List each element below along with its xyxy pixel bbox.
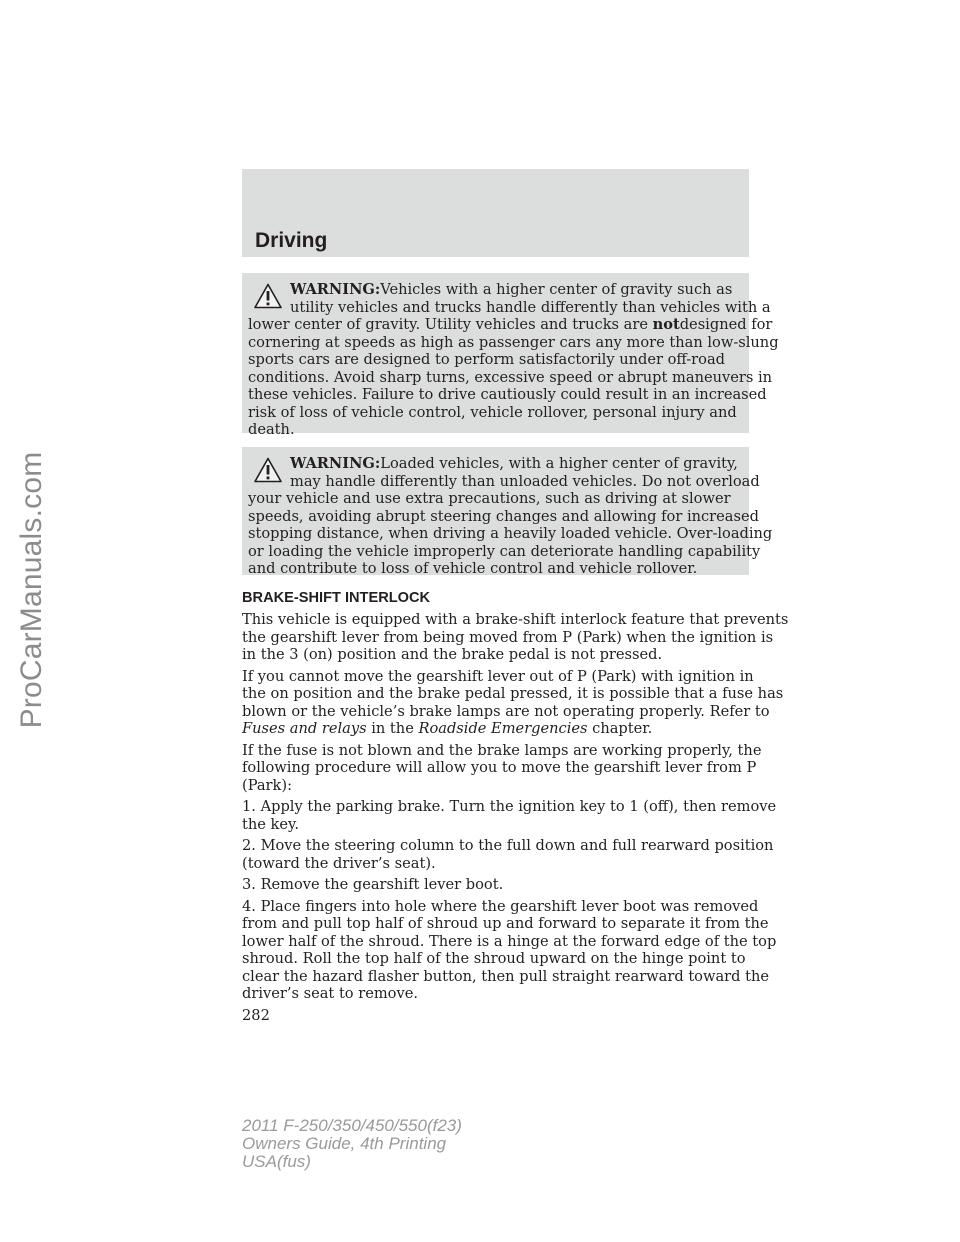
warning-triangle-icon	[254, 457, 282, 483]
warning-line: conditions. Avoid sharp turns, excessive speed or abrupt maneuvers in	[248, 368, 773, 386]
warning-line: your vehicle and use extra precautions, such as driving at slower	[248, 490, 731, 507]
footer-model-line: 2011 F-250/350/450/550(f23)	[242, 1116, 462, 1135]
warning-line: WARNING:Vehicles with a higher center of gravity such as	[290, 281, 733, 298]
warning-label: WARNING:	[290, 281, 381, 298]
document-footer	[242, 1117, 462, 1171]
paragraph-intro: This vehicle is equipped with a brake-shift interlock feature that prevents the gearshift lever from being moved from P (Park) when the ignition is in the 3 (on) position and the brake pedal is not pressed.	[242, 611, 789, 663]
warning-line: or loading the vehicle improperly can deteriorate handling capability	[248, 542, 761, 560]
watermark-text: ProCarManuals.com	[15, 451, 48, 729]
warning-line: these vehicles. Failure to drive cautiously could result in an increased	[248, 386, 767, 403]
step-1: 1. Apply the parking brake. Turn the ignition key to 1 (off), then remove the key.	[242, 798, 777, 833]
footer-market-line: USA(fus)	[242, 1152, 311, 1171]
main-text	[242, 589, 789, 1024]
reference-roadside-emergencies: Roadside Emergencies	[418, 720, 588, 737]
warning-line: stopping distance, when driving a heavily loaded vehicle. Over-loading	[248, 525, 773, 542]
chapter-header	[242, 169, 749, 257]
warning-line: WARNING:Loaded vehicles, with a higher center of gravity,	[290, 455, 738, 472]
step-4: 4. Place fingers into hole where the gearshift lever boot was removed from and pull top half of shroud up and forward to separate it from the lower half of the shroud. There is a hinge at the forward edge of the top shroud. Roll the top half of the shroud upward on the hinge point to clear the hazard flasher button, then pull straight rearward toward the driver’s seat to remove.	[242, 897, 777, 1002]
watermark	[2, 280, 62, 900]
chapter-title: Driving	[255, 229, 328, 252]
paragraph-procedure: If the fuse is not blown and the brake lamps are working properly, the following procedure will allow you to move the gearshift lever from P (Park):	[242, 741, 762, 794]
warning-line: may handle differently than unloaded vehicles. Do not overload	[290, 472, 760, 490]
warning-label: WARNING:	[290, 455, 381, 472]
warning-line: lower center of gravity. Utility vehicles and trucks are notdesigned for	[248, 316, 773, 333]
emphasis-not: not	[652, 316, 680, 333]
page-number: 282	[242, 1006, 270, 1024]
step-3: 3. Remove the gearshift lever boot.	[242, 876, 504, 893]
warning-line: risk of loss of vehicle control, vehicle rollover, personal injury and	[248, 403, 737, 421]
warning-line: utility vehicles and trucks handle differently than vehicles with a	[290, 298, 771, 316]
warning-triangle-icon	[254, 283, 282, 309]
warning-line: and contribute to loss of vehicle control and vehicle rollover.	[248, 560, 698, 577]
warning-line: sports cars are designed to perform satisfactorily under off-road	[248, 351, 725, 368]
step-2: 2. Move the steering column to the full down and full rearward position (toward the driver’s seat).	[242, 837, 774, 872]
warning-line: cornering at speeds as high as passenger cars any more than low-slung	[248, 333, 779, 351]
paragraph-fuse: If you cannot move the gearshift lever out of P (Park) with ignition in the on position and the brake pedal pressed, it is possible that a fuse has blown or the vehicle’s brake lamps are not operating properly. Refer to Fuses and relays in the Roadside Emergencies chapter.	[242, 667, 784, 737]
warning-line: death.	[248, 421, 295, 438]
warning-box-loaded	[242, 447, 773, 577]
warning-line: speeds, avoiding abrupt steering changes and allowing for increased	[248, 507, 759, 525]
warning-box-gravity	[242, 273, 779, 438]
footer-edition-line: Owners Guide, 4th Printing	[242, 1134, 447, 1153]
reference-fuses-and-relays: Fuses and relays	[242, 720, 367, 737]
section-heading: BRAKE-SHIFT INTERLOCK	[242, 590, 431, 606]
